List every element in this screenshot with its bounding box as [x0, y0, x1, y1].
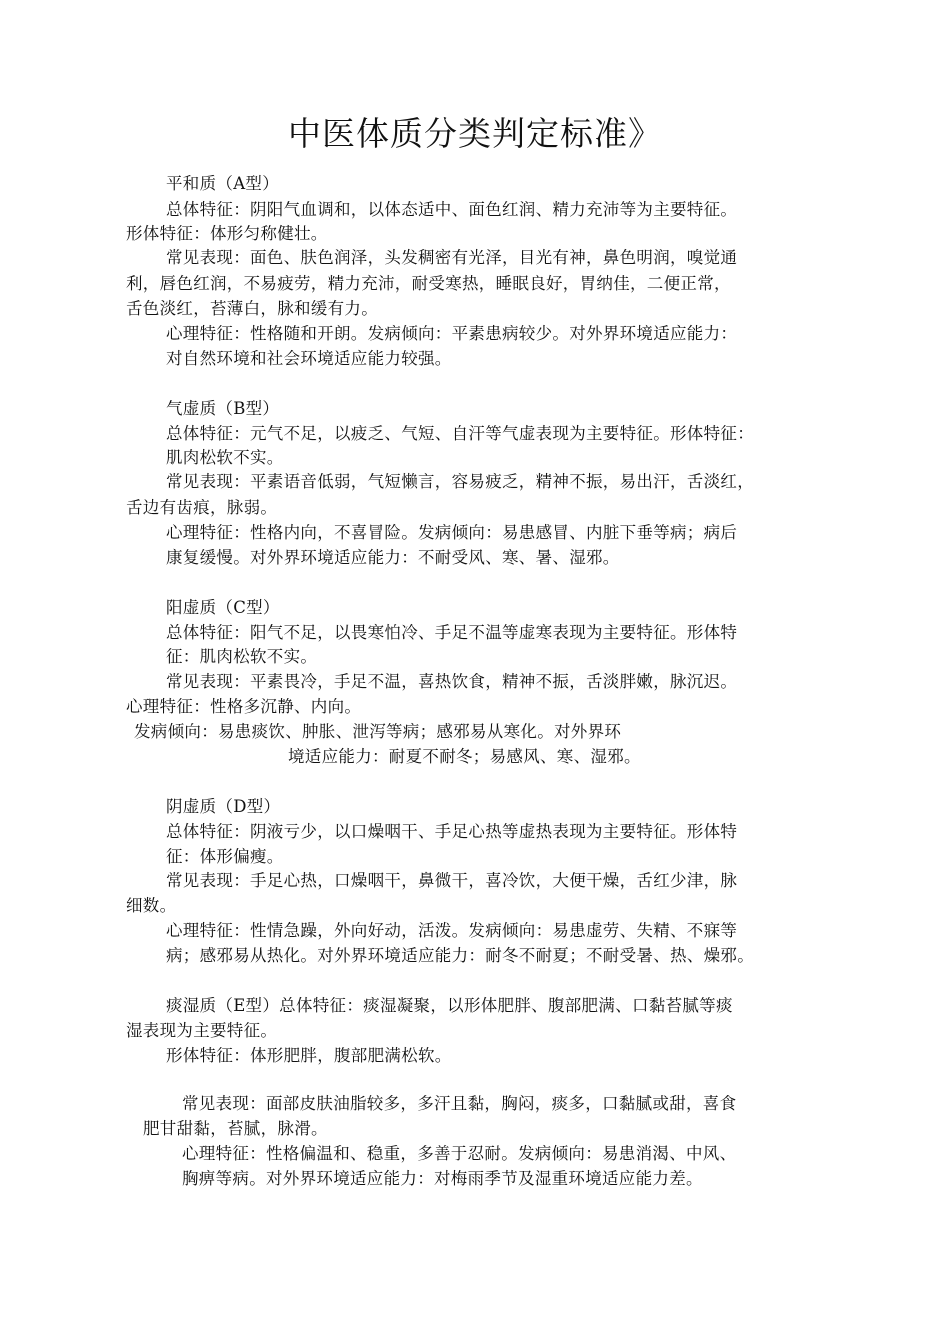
text-line: 心理特征：性格偏温和、稳重，多善于忍耐。发病倾向：易患消渴、中风、	[182, 1144, 737, 1163]
section-heading-e: 痰湿质（E型）总体特征：痰湿凝聚，以形体肥胖、腹部肥满、口黏苔腻等痰	[166, 996, 733, 1015]
text-line: 肌肉松软不实。	[166, 448, 284, 467]
text-line: 细数。	[126, 896, 177, 915]
text-line: 总体特征：阴液亏少，以口燥咽干、手足心热等虚热表现为主要特征。形体特	[166, 822, 738, 841]
text-line: 常见表现：平素语音低弱，气短懒言，容易疲乏，精神不振，易出汗，舌淡红，	[166, 472, 754, 491]
section-heading-d: 阴虚质（D型）	[166, 797, 281, 816]
text-line: 康复缓慢。对外界环境适应能力：不耐受风、寒、暑、湿邪。	[166, 548, 620, 567]
text-line: 常见表现：面部皮肤油脂较多，多汗且黏，胸闷，痰多，口黏腻或甜，喜食	[182, 1094, 737, 1113]
text-line: 形体特征：体形肥胖，腹部肥满松软。	[166, 1046, 452, 1065]
section-heading-b: 气虚质（B型）	[166, 399, 280, 418]
text-line: 境适应能力：耐夏不耐冬；易感风、寒、湿邪。	[288, 747, 641, 766]
text-line: 湿表现为主要特征。	[126, 1021, 278, 1040]
text-line: 心理特征：性情急躁，外向好动，活泼。发病倾向：易患虚劳、失精、不寐等	[166, 921, 738, 940]
text-line: 总体特征：阴阳气血调和，以体态适中、面色红润、精力充沛等为主要特征。	[166, 200, 738, 219]
text-line: 胸痹等病。对外界环境适应能力：对梅雨季节及湿重环境适应能力差。	[182, 1169, 703, 1188]
text-line: 对自然环境和社会环境适应能力较强。	[166, 349, 452, 368]
text-line: 舌边有齿痕，脉弱。	[126, 498, 278, 517]
text-line: 发病倾向：易患痰饮、肿胀、泄泻等病；感邪易从寒化。对外界环	[134, 722, 622, 741]
text-line: 常见表现：手足心热，口燥咽干，鼻微干，喜冷饮，大便干燥，舌红少津，脉	[166, 871, 738, 890]
text-line: 征：肌肉松软不实。	[166, 647, 318, 666]
text-line: 征：体形偏瘦。	[166, 847, 284, 866]
text-line: 总体特征：阳气不足，以畏寒怕冷、手足不温等虚寒表现为主要特征。形体特	[166, 623, 738, 642]
text-line: 利，唇色红润，不易疲劳，精力充沛，耐受寒热，睡眠良好，胃纳佳，二便正常，	[126, 274, 731, 293]
text-line: 常见表现：面色、肤色润泽，头发稠密有光泽，目光有神，鼻色明润，嗅觉通	[166, 248, 738, 267]
text-line: 病；感邪易从热化。对外界环境适应能力：耐冬不耐夏；不耐受暑、热、燥邪。	[166, 946, 754, 965]
document-title: 中医体质分类判定标准》	[288, 114, 662, 153]
text-line: 肥甘甜黏，苔腻，脉滑。	[143, 1119, 328, 1138]
section-heading-c: 阳虚质（C型）	[166, 598, 280, 617]
text-line: 总体特征：元气不足，以疲乏、气短、自汗等气虚表现为主要特征。形体特征：	[166, 424, 754, 443]
section-heading-a: 平和质（A型）	[166, 174, 280, 193]
text-line: 心理特征：性格随和开朗。发病倾向：平素患病较少。对外界环境适应能力：	[166, 324, 738, 343]
text-line: 常见表现：平素畏冷，手足不温，喜热饮食，精神不振，舌淡胖嫩，脉沉迟。	[166, 672, 738, 691]
text-line: 形体特征：体形匀称健壮。	[126, 224, 328, 243]
text-line: 心理特征：性格多沉静、内向。	[126, 697, 362, 716]
text-line: 舌色淡红，苔薄白，脉和缓有力。	[126, 299, 378, 318]
text-line: 心理特征：性格内向，不喜冒险。发病倾向：易患感冒、内脏下垂等病；病后	[166, 523, 738, 542]
